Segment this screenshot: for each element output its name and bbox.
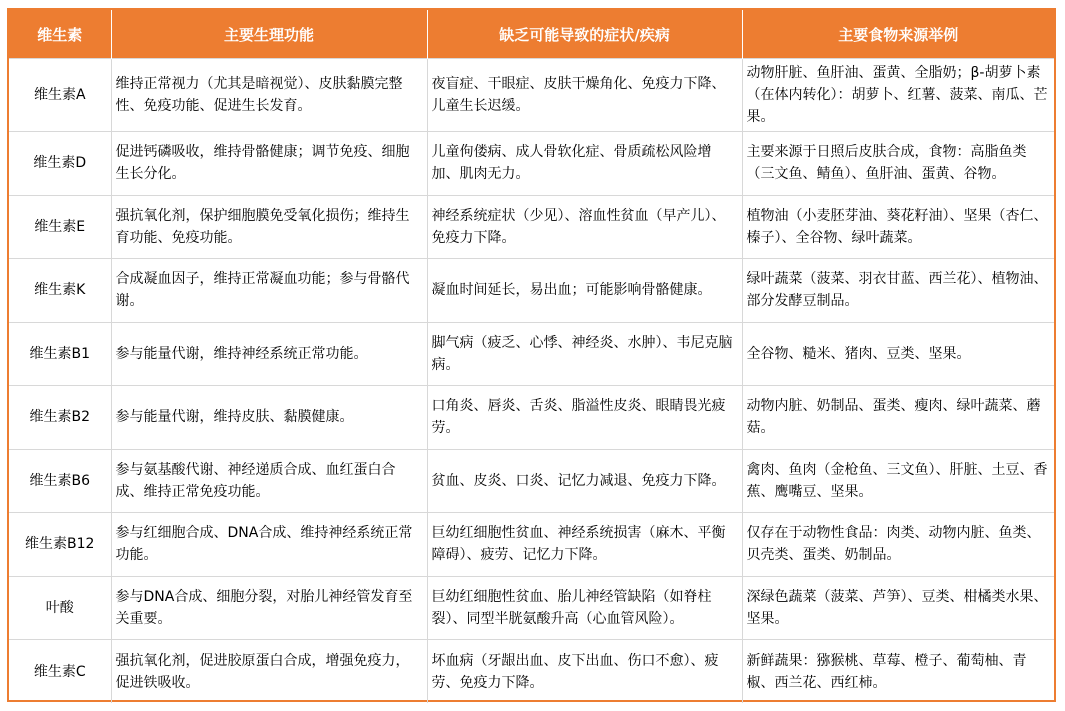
vitamin-table-frame [7, 8, 1056, 702]
vitamin-name: 维生素D [9, 132, 111, 196]
table-row [9, 386, 1054, 450]
sources-cell: 动物肝脏、鱼肝油、蛋黄、全脂奶；β-胡萝卜素（在体内转化）：胡萝卜、红薯、菠菜、南瓜、芒果。 [742, 59, 1054, 132]
vitamin-name: 维生素E [9, 195, 111, 259]
function-cell: 强抗氧化剂，促进胶原蛋白合成，增强免疫力，促进铁吸收。 [111, 640, 427, 704]
deficiency-cell: 夜盲症、干眼症、皮肤干燥角化、免疫力下降、儿童生长迟缓。 [427, 59, 742, 132]
function-cell: 维持正常视力（尤其是暗视觉）、皮肤黏膜完整性、免疫功能、促进生长发育。 [111, 59, 427, 132]
function-cell: 强抗氧化剂，保护细胞膜免受氧化损伤；维持生育功能、免疫功能。 [111, 195, 427, 259]
table-row [9, 640, 1054, 704]
sources-cell: 绿叶蔬菜（菠菜、羽衣甘蓝、西兰花）、植物油、部分发酵豆制品。 [742, 259, 1054, 323]
function-cell: 合成凝血因子，维持正常凝血功能；参与骨骼代谢。 [111, 259, 427, 323]
header-function: 主要生理功能 [111, 10, 427, 59]
vitamin-name: 维生素A [9, 59, 111, 132]
deficiency-cell: 贫血、皮炎、口炎、记忆力减退、免疫力下降。 [427, 449, 742, 513]
sources-cell: 禽肉、鱼肉（金枪鱼、三文鱼）、肝脏、土豆、香蕉、鹰嘴豆、坚果。 [742, 449, 1054, 513]
function-cell: 参与能量代谢，维持神经系统正常功能。 [111, 322, 427, 386]
sources-cell: 植物油（小麦胚芽油、葵花籽油）、坚果（杏仁、榛子）、全谷物、绿叶蔬菜。 [742, 195, 1054, 259]
deficiency-cell: 脚气病（疲乏、心悸、神经炎、水肿）、韦尼克脑病。 [427, 322, 742, 386]
sources-cell: 动物内脏、奶制品、蛋类、瘦肉、绿叶蔬菜、蘑菇。 [742, 386, 1054, 450]
function-cell: 参与能量代谢，维持皮肤、黏膜健康。 [111, 386, 427, 450]
deficiency-cell: 巨幼红细胞性贫血、神经系统损害（麻木、平衡障碍）、疲劳、记忆力下降。 [427, 513, 742, 577]
deficiency-cell: 口角炎、唇炎、舌炎、脂溢性皮炎、眼睛畏光疲劳。 [427, 386, 742, 450]
function-cell: 促进钙磷吸收，维持骨骼健康；调节免疫、细胞生长分化。 [111, 132, 427, 196]
table-row [9, 195, 1054, 259]
sources-cell: 新鲜蔬果：猕猴桃、草莓、橙子、葡萄柚、青椒、西兰花、西红柿。 [742, 640, 1054, 704]
deficiency-cell: 坏血病（牙龈出血、皮下出血、伤口不愈）、疲劳、免疫力下降。 [427, 640, 742, 704]
sources-cell: 深绿色蔬菜（菠菜、芦笋）、豆类、柑橘类水果、坚果。 [742, 576, 1054, 640]
table-row [9, 513, 1054, 577]
function-cell: 参与红细胞合成、DNA合成、维持神经系统正常功能。 [111, 513, 427, 577]
table-row [9, 132, 1054, 196]
vitamin-name: 维生素B2 [9, 386, 111, 450]
deficiency-cell: 儿童佝偻病、成人骨软化症、骨质疏松风险增加、肌肉无力。 [427, 132, 742, 196]
table-row [9, 449, 1054, 513]
table-row [9, 59, 1054, 132]
vitamin-name: 维生素C [9, 640, 111, 704]
table-row [9, 259, 1054, 323]
sources-cell: 主要来源于日照后皮肤合成，食物：高脂鱼类（三文鱼、鲭鱼）、鱼肝油、蛋黄、谷物。 [742, 132, 1054, 196]
function-cell: 参与氨基酸代谢、神经递质合成、血红蛋白合成、维持正常免疫功能。 [111, 449, 427, 513]
sources-cell: 全谷物、糙米、猪肉、豆类、坚果。 [742, 322, 1054, 386]
vitamin-name: 叶酸 [9, 576, 111, 640]
header-row [9, 10, 1054, 59]
function-cell: 参与DNA合成、细胞分裂，对胎儿神经管发育至关重要。 [111, 576, 427, 640]
vitamin-name: 维生素K [9, 259, 111, 323]
deficiency-cell: 巨幼红细胞性贫血、胎儿神经管缺陷（如脊柱裂）、同型半胱氨酸升高（心血管风险）。 [427, 576, 742, 640]
table-row [9, 576, 1054, 640]
sources-cell: 仅存在于动物性食品：肉类、动物内脏、鱼类、贝壳类、蛋类、奶制品。 [742, 513, 1054, 577]
vitamin-name: 维生素B1 [9, 322, 111, 386]
vitamin-name: 维生素B6 [9, 449, 111, 513]
vitamin-table [9, 10, 1054, 703]
header-sources: 主要食物来源举例 [742, 10, 1054, 59]
table-row [9, 322, 1054, 386]
vitamin-name: 维生素B12 [9, 513, 111, 577]
deficiency-cell: 神经系统症状（少见）、溶血性贫血（早产儿）、免疫力下降。 [427, 195, 742, 259]
header-vitamin: 维生素 [9, 10, 111, 59]
header-deficiency: 缺乏可能导致的症状/疾病 [427, 10, 742, 59]
deficiency-cell: 凝血时间延长，易出血；可能影响骨骼健康。 [427, 259, 742, 323]
